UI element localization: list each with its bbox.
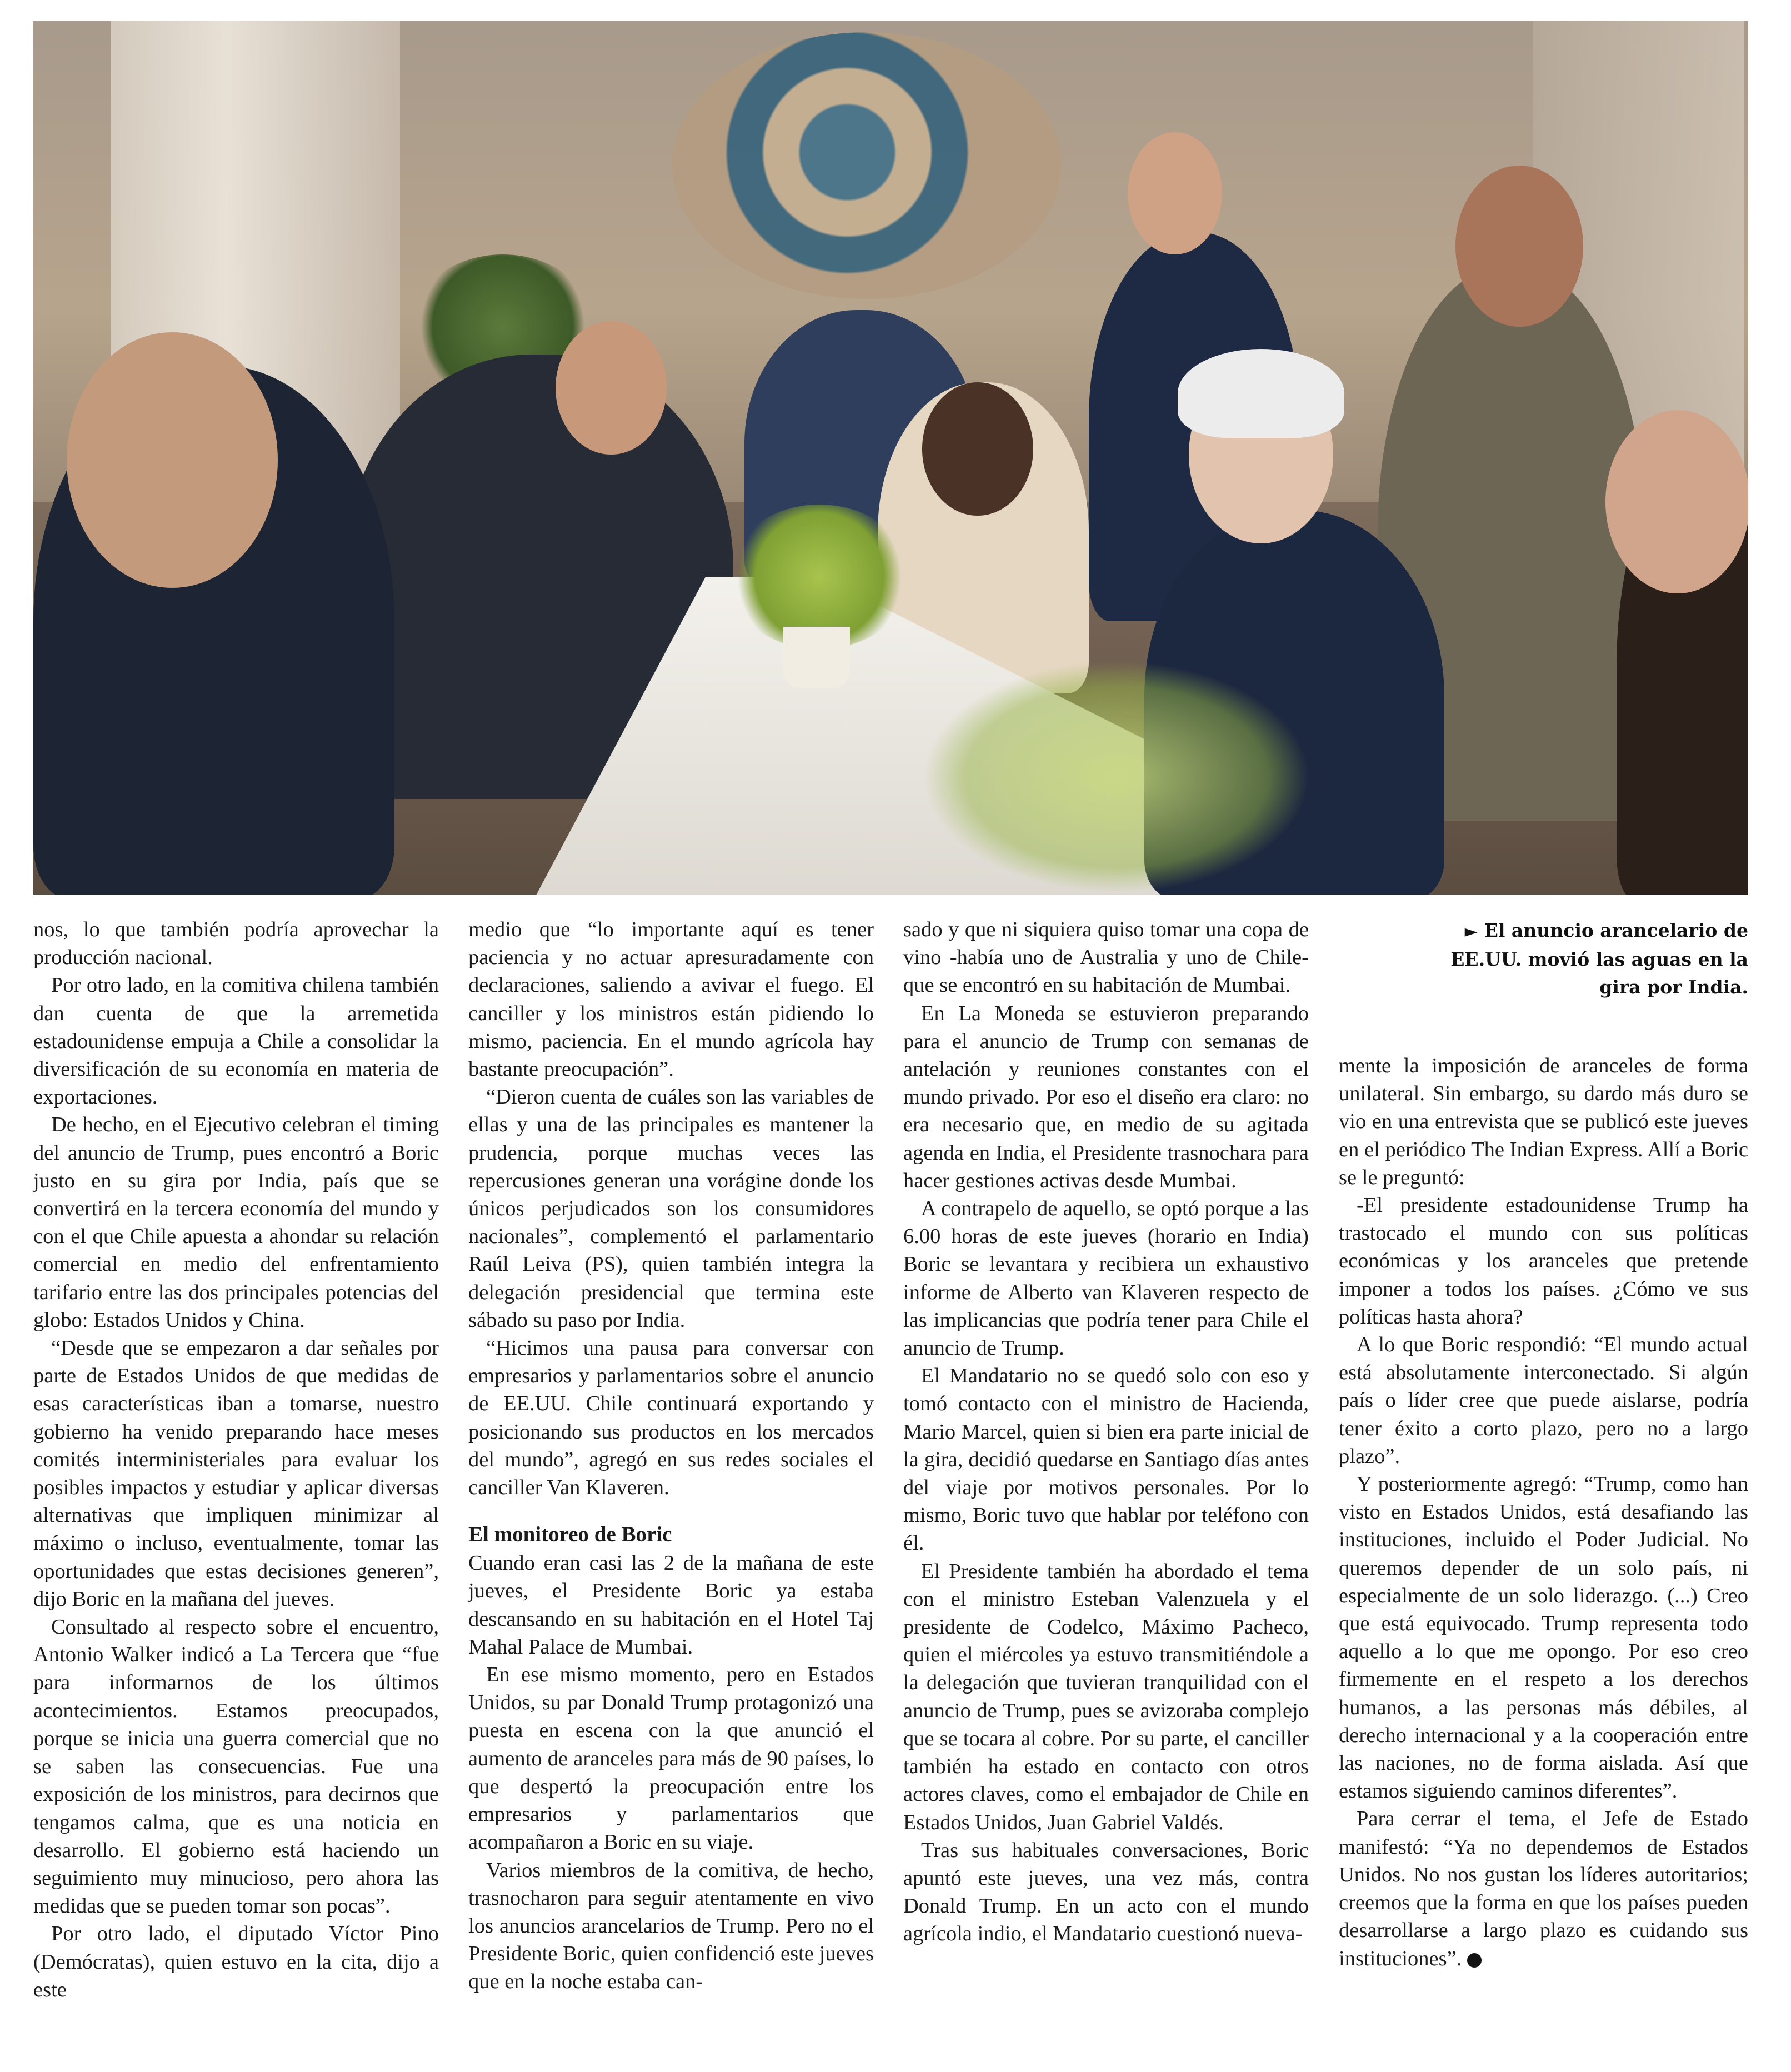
paragraph: Y posteriormente agregó: “Trump, como han visto en Estados Unidos, está desafiando las instituciones, incluido el Poder Judicial. No queremos depender de un solo país, ni especialmente de un solo liderazgo. (...) Creo que está equivocado. Trump representa todo aquello a lo que me opongo. Por eso creo firmemente en el respeto a los derechos humanos, a las personas más débiles, al derecho internacional y a la cooperación entre las naciones, no de forma aislada. Así que estamos siguiendo caminos diferentes”.: [1339, 1472, 1748, 1803]
photo-person-head: [1128, 132, 1222, 254]
paragraph: “Desde que se empezaron a dar señales por parte de Estados Unidos de que medidas de esas características iban a tomarse, nuestro gobierno ha venido preparando hace meses comités interministeriales para evaluar los posibles impactos y estudiar y aplicar diversas alternativas que impliquen minimizar al máximo o incluso, eventualmente, tomar las oportunidades que estas decisiones generen”, dijo Boric en la mañana del jueves.: [33, 1336, 439, 1611]
article-photo: [33, 21, 1748, 895]
paragraph: En La Moneda se estuvieron preparando para el anuncio de Trump con semanas de antelación y reuniones constantes con el mundo privado. Por eso el diseño era claro: no era necesario que, en medio de su agitada agenda en India, el Presidente trasnochara para hacer gestiones activas desde Mumbai.: [903, 1001, 1309, 1192]
paragraph: “Hicimos una pausa para conversar con empresarios y parlamentarios sobre el anuncio de EE.UU. Chile continuará exportando y posicionando sus productos en los mercados del mundo”, agregó en sus redes sociales el canciller Van Klaveren.: [468, 1336, 874, 1500]
paragraph: Para cerrar el tema, el Jefe de Estado manifestó: “Ya no dependemos de Estados Unidos. No nos gustan los líderes autoritarios; creemos que la forma en que los países pueden desarrollarse a largo plazo es cuidando sus instituciones”.: [1339, 1807, 1748, 1970]
paragraph: De hecho, en el Ejecutivo celebran el timing del anuncio de Trump, pues encontró a Boric justo en su gira por India, país que se convertirá en la tercera economía del mundo y con el que Chile apuesta a ahondar su relación comercial en medio del enfrentamiento tarifario entre las dos principales potencias del globo: Estados Unidos y China.: [33, 1113, 439, 1332]
photo-plant: [922, 660, 1311, 893]
photo-person-head: [67, 332, 278, 588]
photo-person-head: [556, 321, 667, 455]
section-subheading: El monitoreo de Boric: [468, 1522, 672, 1547]
paragraph: Tras sus habituales conversaciones, Boric apuntó este jueves, una vez más, contra Donald Trump. En un acto con el mundo agrícola indio, el Mandatario cuestionó nueva-: [903, 1838, 1309, 1946]
photo-mural: [672, 32, 1061, 299]
article-column-1: [33, 916, 439, 2004]
photo-person-head: [922, 382, 1033, 516]
photo-pot: [783, 627, 850, 688]
paragraph: medio que “lo importante aquí es tener paciencia y no actuar apresuradamente con declaraciones, saliendo a avivar el fuego. El canciller y los ministros están pidiendo lo mismo, paciencia. En el mundo agrícola hay bastante preocupación”.: [468, 918, 874, 1081]
photo-person-hair: [1178, 349, 1344, 438]
paragraph: El Mandatario no se quedó solo con eso y tomó contacto con el ministro de Hacienda, Mario Marcel, quien si bien era parte inicial de la gira, decidió quedarse en Santiago días antes del viaje por motivos personales. Por lo mismo, Boric tuvo que hablar por teléfono con él.: [903, 1364, 1309, 1555]
paragraph: En ese mismo momento, pero en Estados Unidos, su par Donald Trump protagonizó una puesta en escena con la que anunció el aumento de aranceles para más de 90 países, lo que despertó la preocupación entre los empresarios y parlamentarios que acompañaron a Boric en su viaje.: [468, 1663, 874, 1854]
paragraph: Cuando eran casi las 2 de la mañana de este jueves, el Presidente Boric ya estaba descansando en su habitación en el Hotel Taj Mahal Palace de Mumbai.: [468, 1551, 874, 1659]
paragraph: A lo que Boric respondió: “El mundo actual está absolutamente interconectado. Si algún país o líder cree que puede aislarse, podría tener éxito a corto plazo, pero no a largo plazo”.: [1339, 1333, 1748, 1468]
paragraph: Por otro lado, el diputado Víctor Pino (Demócratas), quien estuvo en la cita, dijo a este: [33, 1922, 439, 2001]
paragraph-with-end-mark: [1339, 1805, 1748, 1972]
paragraph: sado y que ni siquiera quiso tomar una copa de vino -había uno de Australia y uno de Chile- que se encontró en su habitación de Mumbai.: [903, 918, 1309, 997]
photo-person-head: [1605, 410, 1748, 593]
paragraph: Varios miembros de la comitiva, de hecho, trasnocharon para seguir atentamente en vivo los anuncios arancelarios de Trump. Pero no el Presidente Boric, quien confidenció este jueves que en la noche estaba can-: [468, 1858, 874, 1994]
paragraph: Consultado al respecto sobre el encuentro, Antonio Walker indicó a La Tercera que “fue para informarnos de los últimos acontecimientos. Estamos preocupados, porque se inicia una guerra comercial que no se saben las consecuencias. Fue una exposición de los ministros, para decirnos que tengamos calma, que es una noticia en desarrollo. El gobierno está haciendo un seguimiento muy minucioso, pero ahora las medidas que se pueden tomar son pocas”.: [33, 1615, 439, 1918]
paragraph: “Dieron cuenta de cuáles son las variables de ellas y una de las principales es mantener la prudencia, porque muchas veces las repercusiones generan una vorágine donde los únicos perjudicados son los consumidores nacionales”, complementó el parlamentario Raúl Leiva (PS), quien también integra la delegación presidencial que termina este sábado su paso por India.: [468, 1085, 874, 1332]
article-column-4: [1339, 1052, 1748, 1973]
caption-marker-icon: ►: [1464, 922, 1478, 941]
caption-text: El anuncio arancelario de EE.UU. movió las aguas en la gira por India.: [1450, 920, 1748, 998]
article-column-3: [903, 916, 1309, 1948]
paragraph: nos, lo que también podría aprovechar la producción nacional.: [33, 918, 439, 970]
end-of-article-icon: [1467, 1953, 1482, 1968]
article-column-2: [468, 916, 874, 1996]
photo-caption: [1422, 917, 1748, 1001]
paragraph: A contrapelo de aquello, se optó porque a las 6.00 horas de este jueves (horario en India) Boric se levantara y recibiera un exhaustivo informe de Alberto van Klaveren respecto de las implicancias que podría tener para Chile el anuncio de Trump.: [903, 1197, 1309, 1360]
paragraph: mente la imposición de aranceles de forma unilateral. Sin embargo, su dardo más duro se vio en una entrevista que se publicó este jueves en el periódico The Indian Express. Allí a Boric se le preguntó:: [1339, 1054, 1748, 1189]
photo-person-head: [1455, 166, 1583, 327]
paragraph: -El presidente estadounidense Trump ha trastocado el mundo con sus políticas económicas y los aranceles que pretende imponer a todos los países. ¿Cómo ve sus políticas hasta ahora?: [1339, 1194, 1748, 1329]
paragraph: El Presidente también ha abordado el tema con el ministro Esteban Valenzuela y el presidente de Codelco, Máximo Pacheco, quien el miércoles ya estuvo transmitiéndole a la delegación que tuvieran tranquilidad con el anuncio de Trump, pues se avizoraba complejo que se tocara al cobre. Por su parte, el canciller también ha estado en contacto con otros actores claves, como el embajador de Chile en Estados Unidos, Juan Gabriel Valdés.: [903, 1559, 1309, 1834]
paragraph: Por otro lado, en la comitiva chilena también dan cuenta de que la arremetida estadounidense empuja a Chile a consolidar la diversificación de su economía en materia de exportaciones.: [33, 973, 439, 1109]
